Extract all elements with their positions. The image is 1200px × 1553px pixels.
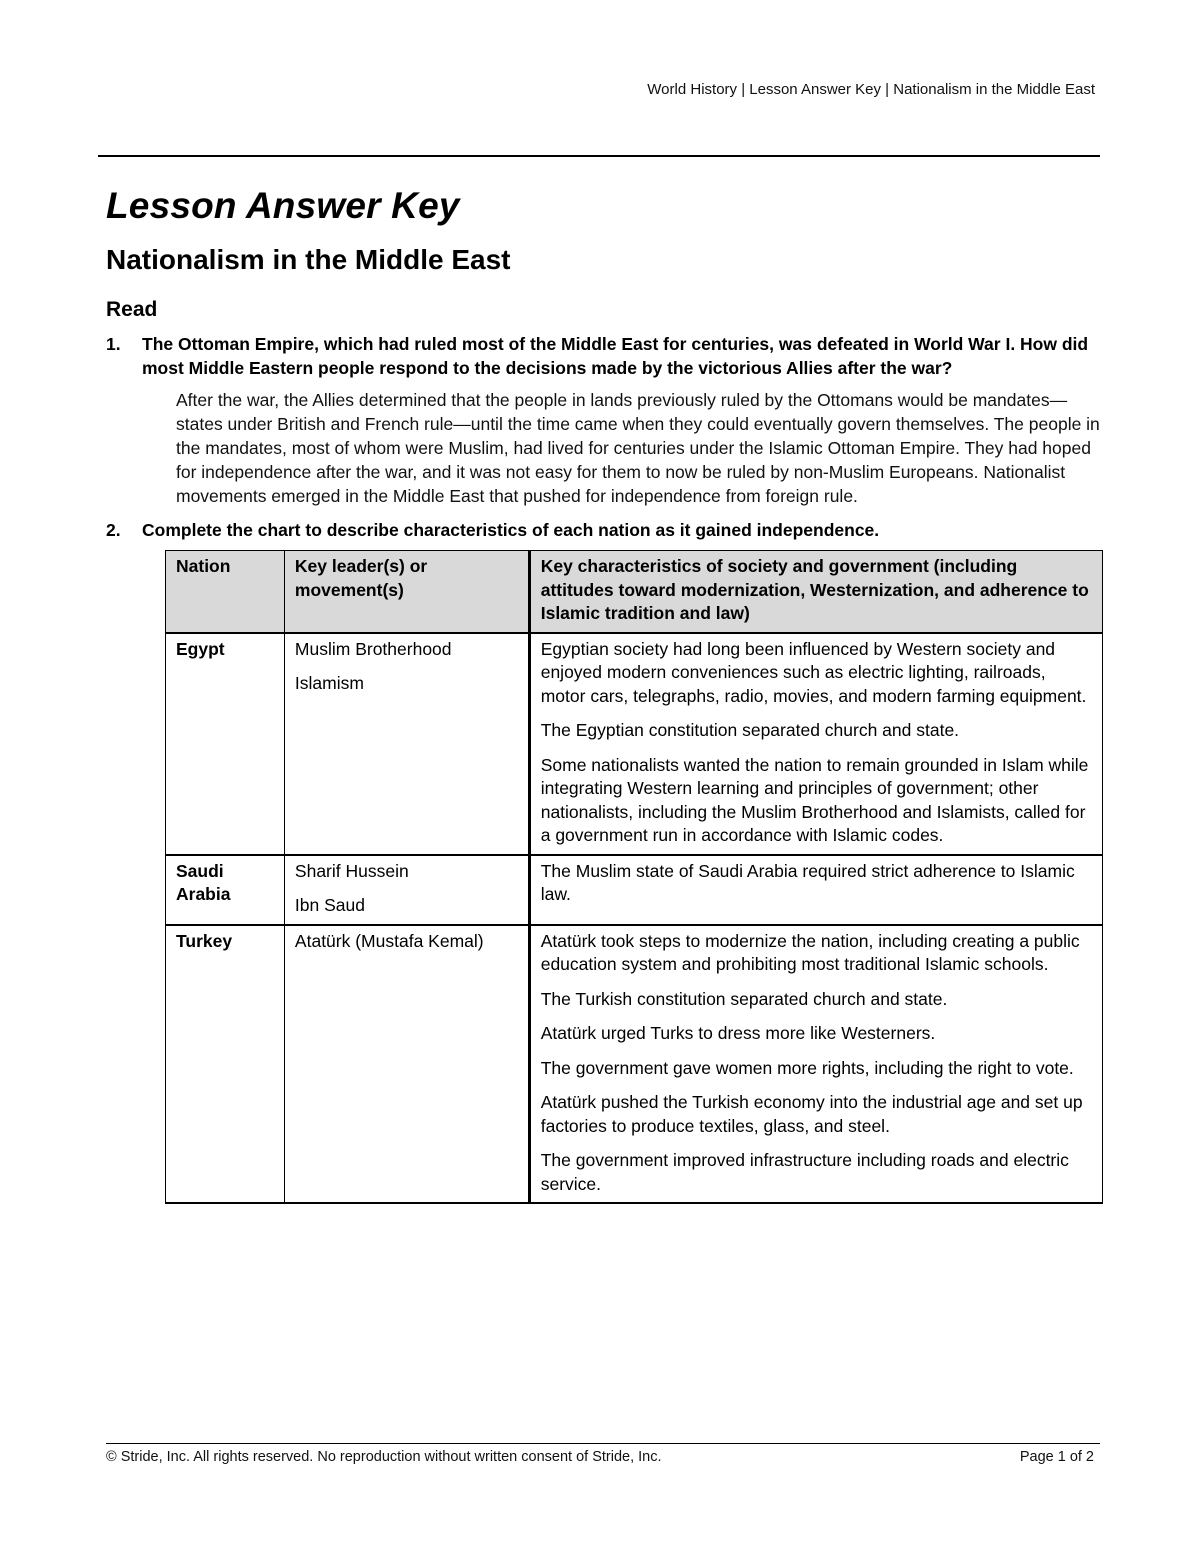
question-number: 1.	[106, 334, 121, 354]
document-body	[106, 180, 1102, 1204]
answer-text: After the war, the Allies determined that the people in lands previously ruled by the Ottomans would be mandates—states under British and French rule—until the time came when they could eventually govern themselves. The people in the mandates, most of whom were Muslim, had lived for centuries under the Islamic Ottoman Empire. They had hoped for independence after the war, and it was not easy for them to now be ruled by non-Muslim Europeans. Nationalist movements emerged in the Middle East that pushed for independence from foreign rule.	[176, 390, 1100, 506]
header-leaders: Key leader(s) or movement(s)	[284, 551, 529, 633]
document-title: Lesson Answer Key	[106, 185, 460, 226]
footer-divider	[106, 1443, 1100, 1444]
question-number: 2.	[106, 520, 121, 540]
characteristics-cell	[529, 855, 1102, 925]
characteristic-item: Egyptian society had long been influenced by Western society and enjoyed modern conveniences such as electric lighting, railroads, motor cars, telegraphs, radio, movies, and modern farming equipment.	[540, 638, 1087, 706]
table-row	[166, 633, 1103, 855]
footer-copyright: © Stride, Inc. All rights reserved. No reproduction without written consent of Stride, Inc.	[106, 1449, 662, 1465]
question-2	[106, 518, 1102, 542]
question-1	[106, 332, 1102, 508]
header-nation: Nation	[166, 551, 285, 633]
leader-item: Atatürk (Mustafa Kemal)	[294, 930, 484, 951]
document-subtitle: Nationalism in the Middle East	[106, 244, 511, 275]
characteristics-cell	[529, 633, 1102, 855]
table-row	[166, 925, 1103, 1204]
page-number: Page 1 of 2	[1019, 1449, 1094, 1465]
characteristic-item: The government gave women more rights, including the right to vote.	[540, 1057, 1074, 1078]
characteristic-item: The Turkish constitution separated church and state.	[540, 988, 948, 1009]
nation-cell: Saudi Arabia	[166, 855, 285, 925]
characteristic-item: Atatürk urged Turks to dress more like Westerners.	[540, 1023, 936, 1043]
table-row	[166, 855, 1103, 925]
characteristic-item: Atatürk pushed the Turkish economy into the industrial age and set up factories to produce textiles, glass, and steel.	[540, 1092, 1083, 1136]
leader-item: Sharif Hussein	[294, 860, 409, 881]
characteristic-item: The government improved infrastructure including roads and electric service.	[540, 1150, 1069, 1194]
characteristic-item: The Muslim state of Saudi Arabia required strict adherence to Islamic law.	[540, 860, 1075, 904]
nation-cell: Turkey	[166, 925, 285, 1204]
table-header-row	[166, 551, 1103, 633]
leader-item: Muslim Brotherhood	[294, 638, 452, 659]
running-header: World History | Lesson Answer Key | Nationalism in the Middle East	[647, 81, 1095, 98]
leader-item: Islamism	[294, 673, 364, 693]
leaders-cell	[284, 855, 529, 925]
nations-chart	[165, 550, 1103, 1204]
characteristics-cell	[529, 925, 1102, 1204]
leaders-cell	[284, 633, 529, 855]
leaders-cell	[284, 925, 529, 1204]
leader-item: Ibn Saud	[294, 895, 365, 915]
question-text: Complete the chart to describe characteristics of each nation as it gained independence.	[142, 520, 880, 540]
characteristic-item: Atatürk took steps to modernize the nation, including creating a public education system and prohibiting most traditional Islamic schools.	[540, 930, 1080, 974]
nation-cell: Egypt	[166, 633, 285, 855]
section-heading-read: Read	[106, 298, 158, 321]
header-characteristics: Key characteristics of society and government (including attitudes toward modernization, Westernization, and adherence to Islamic tradition and law)	[529, 551, 1102, 633]
characteristic-item: Some nationalists wanted the nation to remain grounded in Islam while integrating Western learning and principles of government; other nationalists, including the Muslim Brotherhood and Islamists, called for a government run in accordance with Islamic codes.	[540, 754, 1089, 845]
question-text: The Ottoman Empire, which had ruled most of the Middle East for centuries, was defeated in World War I. How did most Middle Eastern people respond to the decisions made by the victorious Allies after the war?	[142, 334, 1089, 378]
header-divider	[98, 155, 1100, 157]
characteristic-item: The Egyptian constitution separated church and state.	[540, 720, 960, 740]
